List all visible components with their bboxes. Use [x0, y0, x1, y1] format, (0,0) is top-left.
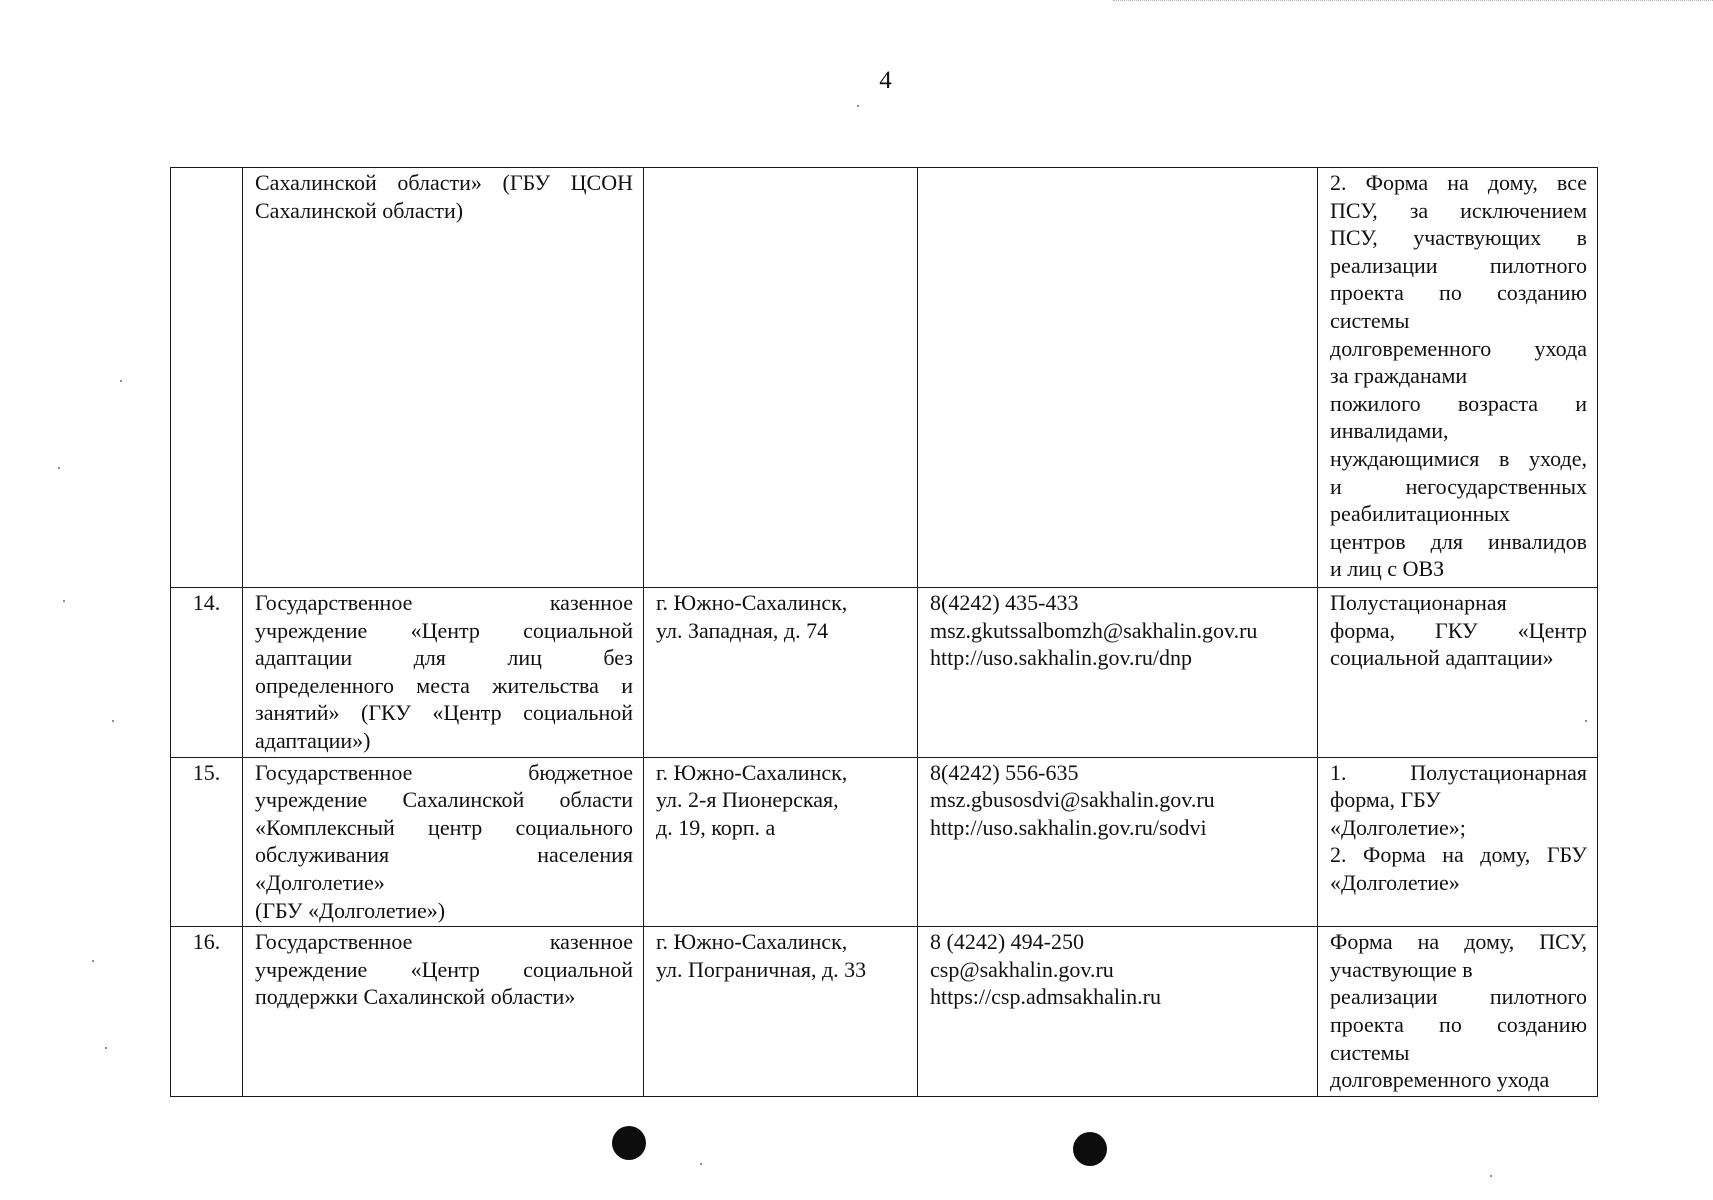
name-line: определенного места жительства и — [255, 672, 633, 698]
form-line: социальной адаптации» — [1330, 645, 1554, 671]
row-number — [171, 168, 243, 588]
form-line: «Долголетие» — [1330, 869, 1460, 895]
form-line: Форма на дому, ПСУ, — [1330, 929, 1587, 955]
name-line: Государственное казенное — [255, 929, 633, 955]
contacts-cell — [918, 927, 1318, 1097]
form-line: за гражданами — [1330, 363, 1468, 389]
form-line: и негосударственных — [1330, 473, 1587, 499]
name-line: Государственное бюджетное — [255, 759, 633, 785]
form-line: инвалидами, — [1330, 418, 1449, 444]
contact-line: http://uso.sakhalin.gov.ru/dnp — [930, 645, 1192, 671]
punch-hole-left — [612, 1126, 646, 1160]
form-line: реабилитационных — [1330, 501, 1511, 527]
form-line: ПСУ, за исключением — [1330, 197, 1587, 223]
scan-top-edge — [1113, 0, 1713, 3]
form-line: центров для инвалидов — [1330, 528, 1587, 554]
form-line: системы — [1330, 1039, 1410, 1065]
address-line: г. Южно-Сахалинск, — [656, 929, 848, 955]
name-line: учреждение «Центр социальной — [255, 956, 633, 982]
form-line: форма, ГКУ «Центр — [1330, 617, 1587, 643]
form-line: долговременного ухода — [1330, 335, 1587, 361]
form-line: реализации пилотного — [1330, 252, 1587, 278]
service-form-cell — [1318, 588, 1598, 758]
name-line: учреждение Сахалинской области — [255, 787, 633, 813]
contact-line: msz.gbusosdvi@sakhalin.gov.ru — [930, 787, 1215, 813]
contact-line: 8 (4242) 494-250 — [930, 929, 1084, 955]
form-line: 2. Форма на дому, ГБУ — [1330, 842, 1587, 868]
contact-line: csp@sakhalin.gov.ru — [930, 956, 1114, 982]
form-line: «Долголетие»; — [1330, 814, 1466, 840]
table-row — [171, 168, 1598, 588]
form-line: проекта по созданию — [1330, 280, 1587, 306]
name-line: (ГБУ «Долголетие») — [255, 897, 446, 923]
row-number: 15. — [171, 757, 243, 927]
name-line: учреждение «Центр социальной — [255, 617, 633, 643]
contact-line: 8(4242) 435-433 — [930, 590, 1079, 615]
address-line: ул. Западная, д. 74 — [656, 617, 829, 643]
name-line: адаптации для лиц без — [255, 645, 633, 671]
address-cell — [644, 927, 918, 1097]
form-line: пожилого возраста и — [1330, 390, 1587, 416]
name-line: обслуживания населения — [255, 842, 633, 868]
name-line: «Долголетие» — [255, 869, 385, 895]
form-line: системы — [1330, 307, 1410, 333]
institution-name-cell — [243, 588, 644, 758]
service-form-cell — [1318, 927, 1598, 1097]
address-line: ул. Пограничная, д. 33 — [656, 956, 867, 982]
punch-hole-right — [1073, 1132, 1107, 1166]
table-row — [171, 757, 1598, 927]
address-line: г. Южно-Сахалинск, — [656, 590, 848, 615]
address-line: ул. 2-я Пионерская, — [656, 787, 839, 813]
address-line: д. 19, корп. а — [656, 814, 776, 840]
name-line: «Комплексный центр социального — [255, 814, 633, 840]
form-line: участвующие в — [1330, 956, 1473, 982]
form-line: 1. Полустационарная — [1330, 759, 1587, 785]
form-line: проекта по созданию — [1330, 1011, 1587, 1037]
row-number: 16. — [171, 927, 243, 1097]
service-form-cell — [1318, 168, 1598, 588]
address-cell — [644, 168, 918, 588]
form-line: ПСУ, участвующих в — [1330, 225, 1587, 251]
name-line: Сахалинской области) — [255, 197, 464, 223]
table-row — [171, 588, 1598, 758]
service-form-cell — [1318, 757, 1598, 927]
name-line: Сахалинской области» (ГБУ ЦСОН — [255, 170, 633, 195]
form-line: нуждающимися в уходе, — [1330, 445, 1587, 471]
form-line: долговременного ухода — [1330, 1067, 1550, 1093]
services-table — [170, 167, 1598, 1097]
address-cell — [644, 588, 918, 758]
form-line: и лиц с ОВЗ — [1330, 556, 1445, 582]
contact-line: msz.gkutssalbomzh@sakhalin.gov.ru — [930, 617, 1258, 643]
form-line: 2. Форма на дому, все — [1330, 170, 1587, 195]
contact-line: 8(4242) 556-635 — [930, 759, 1079, 785]
address-line: г. Южно-Сахалинск, — [656, 759, 848, 785]
table-row — [171, 927, 1598, 1097]
contact-line: https://csp.admsakhalin.ru — [930, 984, 1161, 1010]
contacts-cell — [918, 168, 1318, 588]
contact-line: http://uso.sakhalin.gov.ru/sodvi — [930, 814, 1207, 840]
address-cell — [644, 757, 918, 927]
form-line: форма, ГБУ — [1330, 787, 1441, 813]
name-line: Государственное казенное — [255, 590, 633, 615]
form-line: реализации пилотного — [1330, 984, 1587, 1010]
institution-name-cell — [243, 757, 644, 927]
contacts-cell — [918, 757, 1318, 927]
page-number: 4 — [879, 67, 892, 94]
name-line: адаптации») — [255, 727, 371, 753]
name-line: занятий» (ГКУ «Центр социальной — [255, 700, 633, 726]
contacts-cell — [918, 588, 1318, 758]
row-number: 14. — [171, 588, 243, 758]
institution-name-cell — [243, 927, 644, 1097]
form-line: Полустационарная — [1330, 590, 1507, 615]
institution-name-cell — [243, 168, 644, 588]
name-line: поддержки Сахалинской области» — [255, 984, 576, 1010]
